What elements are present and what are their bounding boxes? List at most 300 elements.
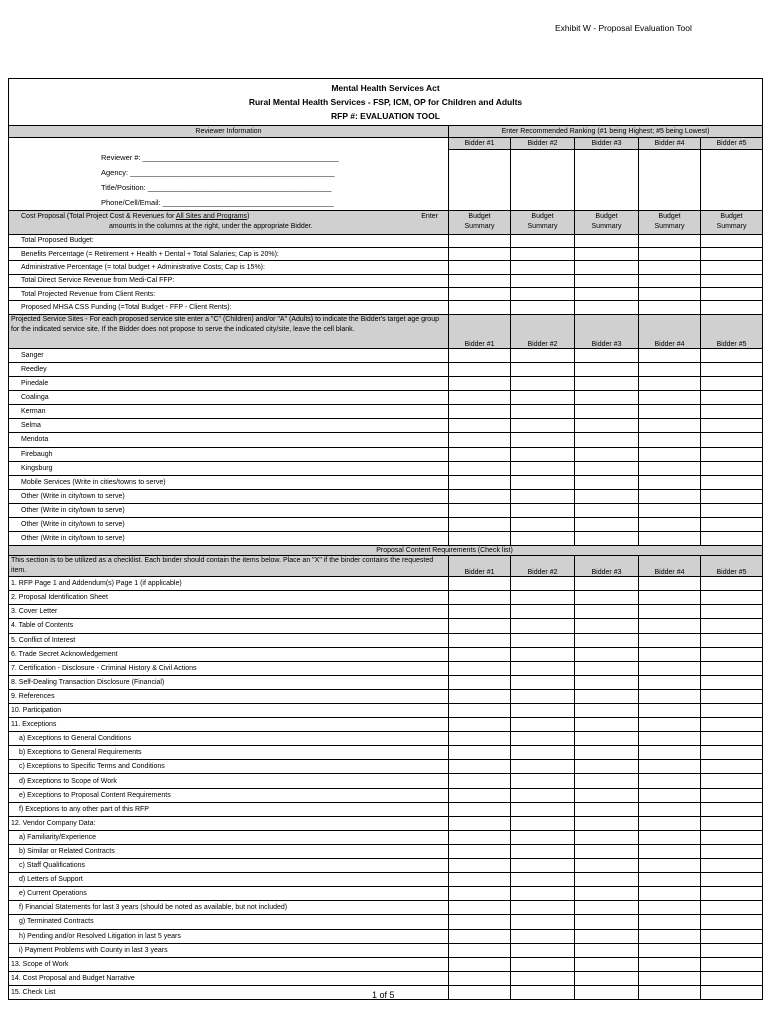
entry-cell[interactable] [511,774,575,788]
entry-cell[interactable] [511,859,575,873]
entry-cell[interactable] [639,985,701,999]
entry-cell[interactable] [639,362,701,376]
entry-cell[interactable] [511,943,575,957]
entry-cell[interactable] [639,732,701,746]
bidder-column-3: Bidder #3 [575,556,639,577]
contact-field[interactable]: Phone/Cell/Email: _________________________________________ [101,197,334,207]
entry-cell[interactable] [575,704,639,718]
entry-cell[interactable] [639,234,701,247]
entry-cell[interactable] [575,234,639,247]
entry-cell[interactable] [511,802,575,816]
entry-cell[interactable] [639,348,701,362]
entry-cell[interactable] [639,873,701,887]
entry-cell[interactable] [511,788,575,802]
entry-cell[interactable] [449,901,511,915]
entry-cell[interactable] [701,788,763,802]
entry-cell[interactable] [575,391,639,405]
entry-cell[interactable] [511,647,575,661]
entry-cell[interactable] [511,689,575,703]
entry-cell[interactable] [639,774,701,788]
entry-cell[interactable] [511,348,575,362]
content-intro-row [9,556,763,577]
cost-title: Cost Proposal (Total Project Cost & Revenues for All Sites and Programs) Enter [21,213,438,220]
entry-cell[interactable] [511,929,575,943]
entry-cell[interactable] [449,605,511,619]
entry-cell[interactable] [575,419,639,433]
entry-cell[interactable] [701,234,763,247]
entry-cell[interactable] [511,577,575,591]
entry-cell[interactable] [701,433,763,447]
entry-cell[interactable] [701,802,763,816]
entry-cell[interactable] [639,675,701,689]
entry-cell[interactable] [639,760,701,774]
entry-cell[interactable] [449,647,511,661]
entry-cell[interactable] [639,517,701,531]
entry-cell[interactable] [701,859,763,873]
entry-cell[interactable] [449,591,511,605]
entry-cell[interactable] [701,929,763,943]
entry-cell[interactable] [511,503,575,517]
entry-cell[interactable] [449,985,511,999]
entry-cell[interactable] [449,887,511,901]
entry-cell[interactable] [639,647,701,661]
entry-cell[interactable] [639,971,701,985]
entry-cell[interactable] [511,489,575,503]
entry-cell[interactable] [575,517,639,531]
entry-cell[interactable] [639,301,701,314]
entry-cell[interactable] [449,274,511,287]
entry-cell[interactable] [701,362,763,376]
entry-cell[interactable] [701,419,763,433]
entry-cell[interactable] [449,830,511,844]
rank-cell[interactable] [639,150,701,211]
entry-cell[interactable] [701,971,763,985]
entry-cell[interactable] [449,943,511,957]
content-section-label: Proposal Content Requirements (Check list) [9,546,763,556]
entry-cell[interactable] [511,301,575,314]
entry-cell[interactable] [511,391,575,405]
entry-cell[interactable] [449,619,511,633]
checklist-row-label: b) Similar or Related Contracts [9,844,449,858]
entry-cell[interactable] [701,689,763,703]
reviewer-number-field[interactable]: Reviewer #: _______________________________________________ [101,152,339,162]
entry-cell[interactable] [449,746,511,760]
entry-cell[interactable] [449,788,511,802]
entry-cell[interactable] [701,943,763,957]
entry-cell[interactable] [511,461,575,475]
entry-cell[interactable] [701,647,763,661]
entry-cell[interactable] [511,971,575,985]
entry-cell[interactable] [575,732,639,746]
entry-cell[interactable] [701,901,763,915]
entry-cell[interactable] [575,915,639,929]
entry-cell[interactable] [511,844,575,858]
entry-cell[interactable] [449,689,511,703]
checklist-row-label: 13. Scope of Work [9,957,449,971]
entry-cell[interactable] [701,517,763,531]
entry-cell[interactable] [639,532,701,546]
entry-cell[interactable] [575,873,639,887]
entry-cell[interactable] [701,774,763,788]
checklist-row-label: 10. Participation [9,704,449,718]
checklist-row-label: g) Terminated Contracts [9,915,449,929]
entry-cell[interactable] [639,447,701,461]
entry-cell[interactable] [639,391,701,405]
entry-cell[interactable] [449,859,511,873]
entry-cell[interactable] [511,517,575,531]
entry-cell[interactable] [449,633,511,647]
entry-cell[interactable] [575,433,639,447]
entry-cell[interactable] [449,802,511,816]
entry-cell[interactable] [449,517,511,531]
entry-cell[interactable] [639,619,701,633]
entry-cell[interactable] [575,405,639,419]
entry-cell[interactable] [639,475,701,489]
entry-cell[interactable] [701,461,763,475]
entry-cell[interactable] [511,433,575,447]
entry-cell[interactable] [701,591,763,605]
entry-cell[interactable] [575,887,639,901]
checklist-row [9,732,763,746]
entry-cell[interactable] [701,377,763,391]
entry-cell[interactable] [575,288,639,301]
entry-cell[interactable] [449,732,511,746]
entry-cell[interactable] [701,746,763,760]
entry-cell[interactable] [575,489,639,503]
site-row-label: Reedley [9,362,449,376]
entry-cell[interactable] [701,261,763,274]
entry-cell[interactable] [639,261,701,274]
entry-cell[interactable] [511,718,575,732]
checklist-row-label: h) Pending and/or Resolved Litigation in last 5 years [9,929,449,943]
entry-cell[interactable] [449,362,511,376]
entry-cell[interactable] [575,532,639,546]
entry-cell[interactable] [639,915,701,929]
entry-cell[interactable] [511,261,575,274]
entry-cell[interactable] [511,475,575,489]
entry-cell[interactable] [575,475,639,489]
rank-cell[interactable] [449,150,511,211]
site-row-label: Other (Write in city/town to serve) [9,532,449,546]
entry-cell[interactable] [575,830,639,844]
entry-cell[interactable] [701,503,763,517]
entry-cell[interactable] [449,661,511,675]
cost-header-row [9,210,763,234]
entry-cell[interactable] [449,377,511,391]
entry-cell[interactable] [575,362,639,376]
entry-cell[interactable] [701,447,763,461]
entry-cell[interactable] [511,704,575,718]
entry-cell[interactable] [701,718,763,732]
entry-cell[interactable] [511,887,575,901]
entry-cell[interactable] [639,503,701,517]
entry-cell[interactable] [575,760,639,774]
entry-cell[interactable] [639,746,701,760]
entry-cell[interactable] [701,661,763,675]
entry-cell[interactable] [701,301,763,314]
entry-cell[interactable] [701,732,763,746]
entry-cell[interactable] [639,274,701,287]
entry-cell[interactable] [639,433,701,447]
entry-cell[interactable] [449,288,511,301]
entry-cell[interactable] [449,348,511,362]
entry-cell[interactable] [575,377,639,391]
entry-cell[interactable] [449,447,511,461]
entry-cell[interactable] [511,247,575,260]
checklist-row [9,661,763,675]
entry-cell[interactable] [701,830,763,844]
entry-cell[interactable] [575,348,639,362]
entry-cell[interactable] [639,689,701,703]
entry-cell[interactable] [575,929,639,943]
reviewer-fields-row [9,150,763,211]
entry-cell[interactable] [575,274,639,287]
entry-cell[interactable] [511,419,575,433]
entry-cell[interactable] [449,261,511,274]
entry-cell[interactable] [639,489,701,503]
entry-cell[interactable] [575,247,639,260]
entry-cell[interactable] [701,957,763,971]
entry-cell[interactable] [639,577,701,591]
entry-cell[interactable] [575,718,639,732]
entry-cell[interactable] [449,577,511,591]
entry-cell[interactable] [639,704,701,718]
entry-cell[interactable] [639,605,701,619]
entry-cell[interactable] [639,816,701,830]
entry-cell[interactable] [449,971,511,985]
entry-cell[interactable] [639,929,701,943]
entry-cell[interactable] [701,391,763,405]
checklist-row-label: 6. Trade Secret Acknowledgement [9,647,449,661]
entry-cell[interactable] [575,943,639,957]
entry-cell[interactable] [511,234,575,247]
checklist-row-label: 8. Self-Dealing Transaction Disclosure (Financial) [9,675,449,689]
entry-cell[interactable] [701,915,763,929]
entry-cell[interactable] [701,288,763,301]
entry-cell[interactable] [575,746,639,760]
checklist-row [9,633,763,647]
sites-header-row-text: Projected Service Sites - For each proposed service site enter a "C" (Children) and/or "A" (Adults) to indicate the Bidder's target age group for the indicated service site. If the Bidder does not propose to serve the indicated city/site, leave the cell blank. [9,314,449,348]
entry-cell[interactable] [701,887,763,901]
entry-cell[interactable] [639,633,701,647]
title-position-field[interactable]: Title/Position: ____________________________________________ [101,182,332,192]
entry-cell[interactable] [449,816,511,830]
entry-cell[interactable] [449,301,511,314]
entry-cell[interactable] [449,433,511,447]
entry-cell[interactable] [701,619,763,633]
entry-cell[interactable] [511,985,575,999]
entry-cell[interactable] [639,718,701,732]
entry-cell[interactable] [511,447,575,461]
entry-cell[interactable] [511,377,575,391]
ranking-bidder-row [9,138,763,150]
entry-cell[interactable] [639,661,701,675]
checklist-row [9,605,763,619]
entry-cell[interactable] [639,859,701,873]
entry-cell[interactable] [639,802,701,816]
entry-cell[interactable] [449,760,511,774]
entry-cell[interactable] [449,461,511,475]
site-row [9,517,763,531]
entry-cell[interactable] [701,675,763,689]
entry-cell[interactable] [575,261,639,274]
site-row-label: Pinedale [9,377,449,391]
bidder-column-1: Bidder #1 [449,556,511,577]
entry-cell[interactable] [575,661,639,675]
entry-cell[interactable] [449,247,511,260]
entry-cell[interactable] [449,405,511,419]
entry-cell[interactable] [575,461,639,475]
entry-cell[interactable] [511,362,575,376]
entry-cell[interactable] [449,532,511,546]
entry-cell[interactable] [511,873,575,887]
entry-cell[interactable] [449,419,511,433]
entry-cell[interactable] [511,591,575,605]
entry-cell[interactable] [639,288,701,301]
entry-cell[interactable] [575,844,639,858]
entry-cell[interactable] [575,816,639,830]
site-row [9,461,763,475]
entry-cell[interactable] [575,577,639,591]
checklist-row-label: 11. Exceptions [9,718,449,732]
checklist-row [9,577,763,591]
entry-cell[interactable] [575,788,639,802]
entry-cell[interactable] [511,957,575,971]
checklist-row-label: c) Exceptions to Specific Terms and Conditions [9,760,449,774]
entry-cell[interactable] [701,348,763,362]
entry-cell[interactable] [575,901,639,915]
entry-cell[interactable] [701,844,763,858]
entry-cell[interactable] [639,788,701,802]
entry-cell[interactable] [701,405,763,419]
rank-cell[interactable] [511,150,575,211]
entry-cell[interactable] [511,288,575,301]
entry-cell[interactable] [511,661,575,675]
entry-cell[interactable] [511,675,575,689]
entry-cell[interactable] [575,859,639,873]
checklist-row [9,971,763,985]
entry-cell[interactable] [449,957,511,971]
entry-cell[interactable] [701,489,763,503]
ranking-bidder-2: Bidder #2 [511,138,575,150]
entry-cell[interactable] [511,901,575,915]
entry-cell[interactable] [449,234,511,247]
entry-cell[interactable] [639,830,701,844]
ranking-bidder-1: Bidder #1 [449,138,511,150]
entry-cell[interactable] [639,405,701,419]
entry-cell[interactable] [449,915,511,929]
entry-cell[interactable] [639,943,701,957]
entry-cell[interactable] [701,873,763,887]
entry-cell[interactable] [449,844,511,858]
entry-cell[interactable] [449,774,511,788]
entry-cell[interactable] [639,844,701,858]
entry-cell[interactable] [575,503,639,517]
entry-cell[interactable] [575,802,639,816]
entry-cell[interactable] [449,391,511,405]
entry-cell[interactable] [511,274,575,287]
entry-cell[interactable] [639,377,701,391]
entry-cell[interactable] [511,633,575,647]
entry-cell[interactable] [575,647,639,661]
entry-cell[interactable] [449,704,511,718]
entry-cell[interactable] [511,746,575,760]
entry-cell[interactable] [449,873,511,887]
entry-cell[interactable] [575,957,639,971]
bidder-column-3: Bidder #3 [575,314,639,348]
entry-cell[interactable] [575,774,639,788]
site-row [9,362,763,376]
checklist-row [9,619,763,633]
entry-cell[interactable] [639,247,701,260]
entry-cell[interactable] [701,633,763,647]
entry-cell[interactable] [511,619,575,633]
entry-cell[interactable] [575,633,639,647]
bidder-column-2: Bidder #2 [511,314,575,348]
entry-cell[interactable] [575,971,639,985]
entry-cell[interactable] [701,577,763,591]
entry-cell[interactable] [701,985,763,999]
entry-cell[interactable] [639,591,701,605]
entry-cell[interactable] [701,532,763,546]
entry-cell[interactable] [701,816,763,830]
entry-cell[interactable] [639,887,701,901]
entry-cell[interactable] [575,605,639,619]
entry-cell[interactable] [575,985,639,999]
entry-cell[interactable] [449,675,511,689]
entry-cell[interactable] [449,929,511,943]
entry-cell[interactable] [511,405,575,419]
page-number: 1 of 5 [372,990,395,1000]
rank-cell[interactable] [701,150,763,211]
entry-cell[interactable] [701,274,763,287]
budget-summary-4: Budget Summary [639,210,701,234]
entry-cell[interactable] [639,419,701,433]
entry-cell[interactable] [639,901,701,915]
cost-row-label: Total Projected Revenue from Client Rents: [9,288,449,301]
entry-cell[interactable] [575,591,639,605]
entry-cell[interactable] [575,301,639,314]
entry-cell[interactable] [449,503,511,517]
entry-cell[interactable] [701,475,763,489]
entry-cell[interactable] [511,830,575,844]
entry-cell[interactable] [449,489,511,503]
entry-cell[interactable] [701,704,763,718]
entry-cell[interactable] [701,760,763,774]
entry-cell[interactable] [701,247,763,260]
checklist-row [9,774,763,788]
entry-cell[interactable] [575,619,639,633]
entry-cell[interactable] [511,732,575,746]
site-row-label: Other (Write in city/town to serve) [9,517,449,531]
entry-cell[interactable] [449,718,511,732]
entry-cell[interactable] [511,760,575,774]
entry-cell[interactable] [449,475,511,489]
entry-cell[interactable] [575,447,639,461]
entry-cell[interactable] [639,957,701,971]
entry-cell[interactable] [575,689,639,703]
entry-cell[interactable] [701,605,763,619]
agency-field[interactable]: Agency: _________________________________________________ [101,167,335,177]
rank-cell[interactable] [575,150,639,211]
entry-cell[interactable] [511,605,575,619]
entry-cell[interactable] [511,816,575,830]
checklist-row-label: 15. Check List [9,985,449,999]
entry-cell[interactable] [639,461,701,475]
entry-cell[interactable] [511,532,575,546]
entry-cell[interactable] [575,675,639,689]
entry-cell[interactable] [511,915,575,929]
